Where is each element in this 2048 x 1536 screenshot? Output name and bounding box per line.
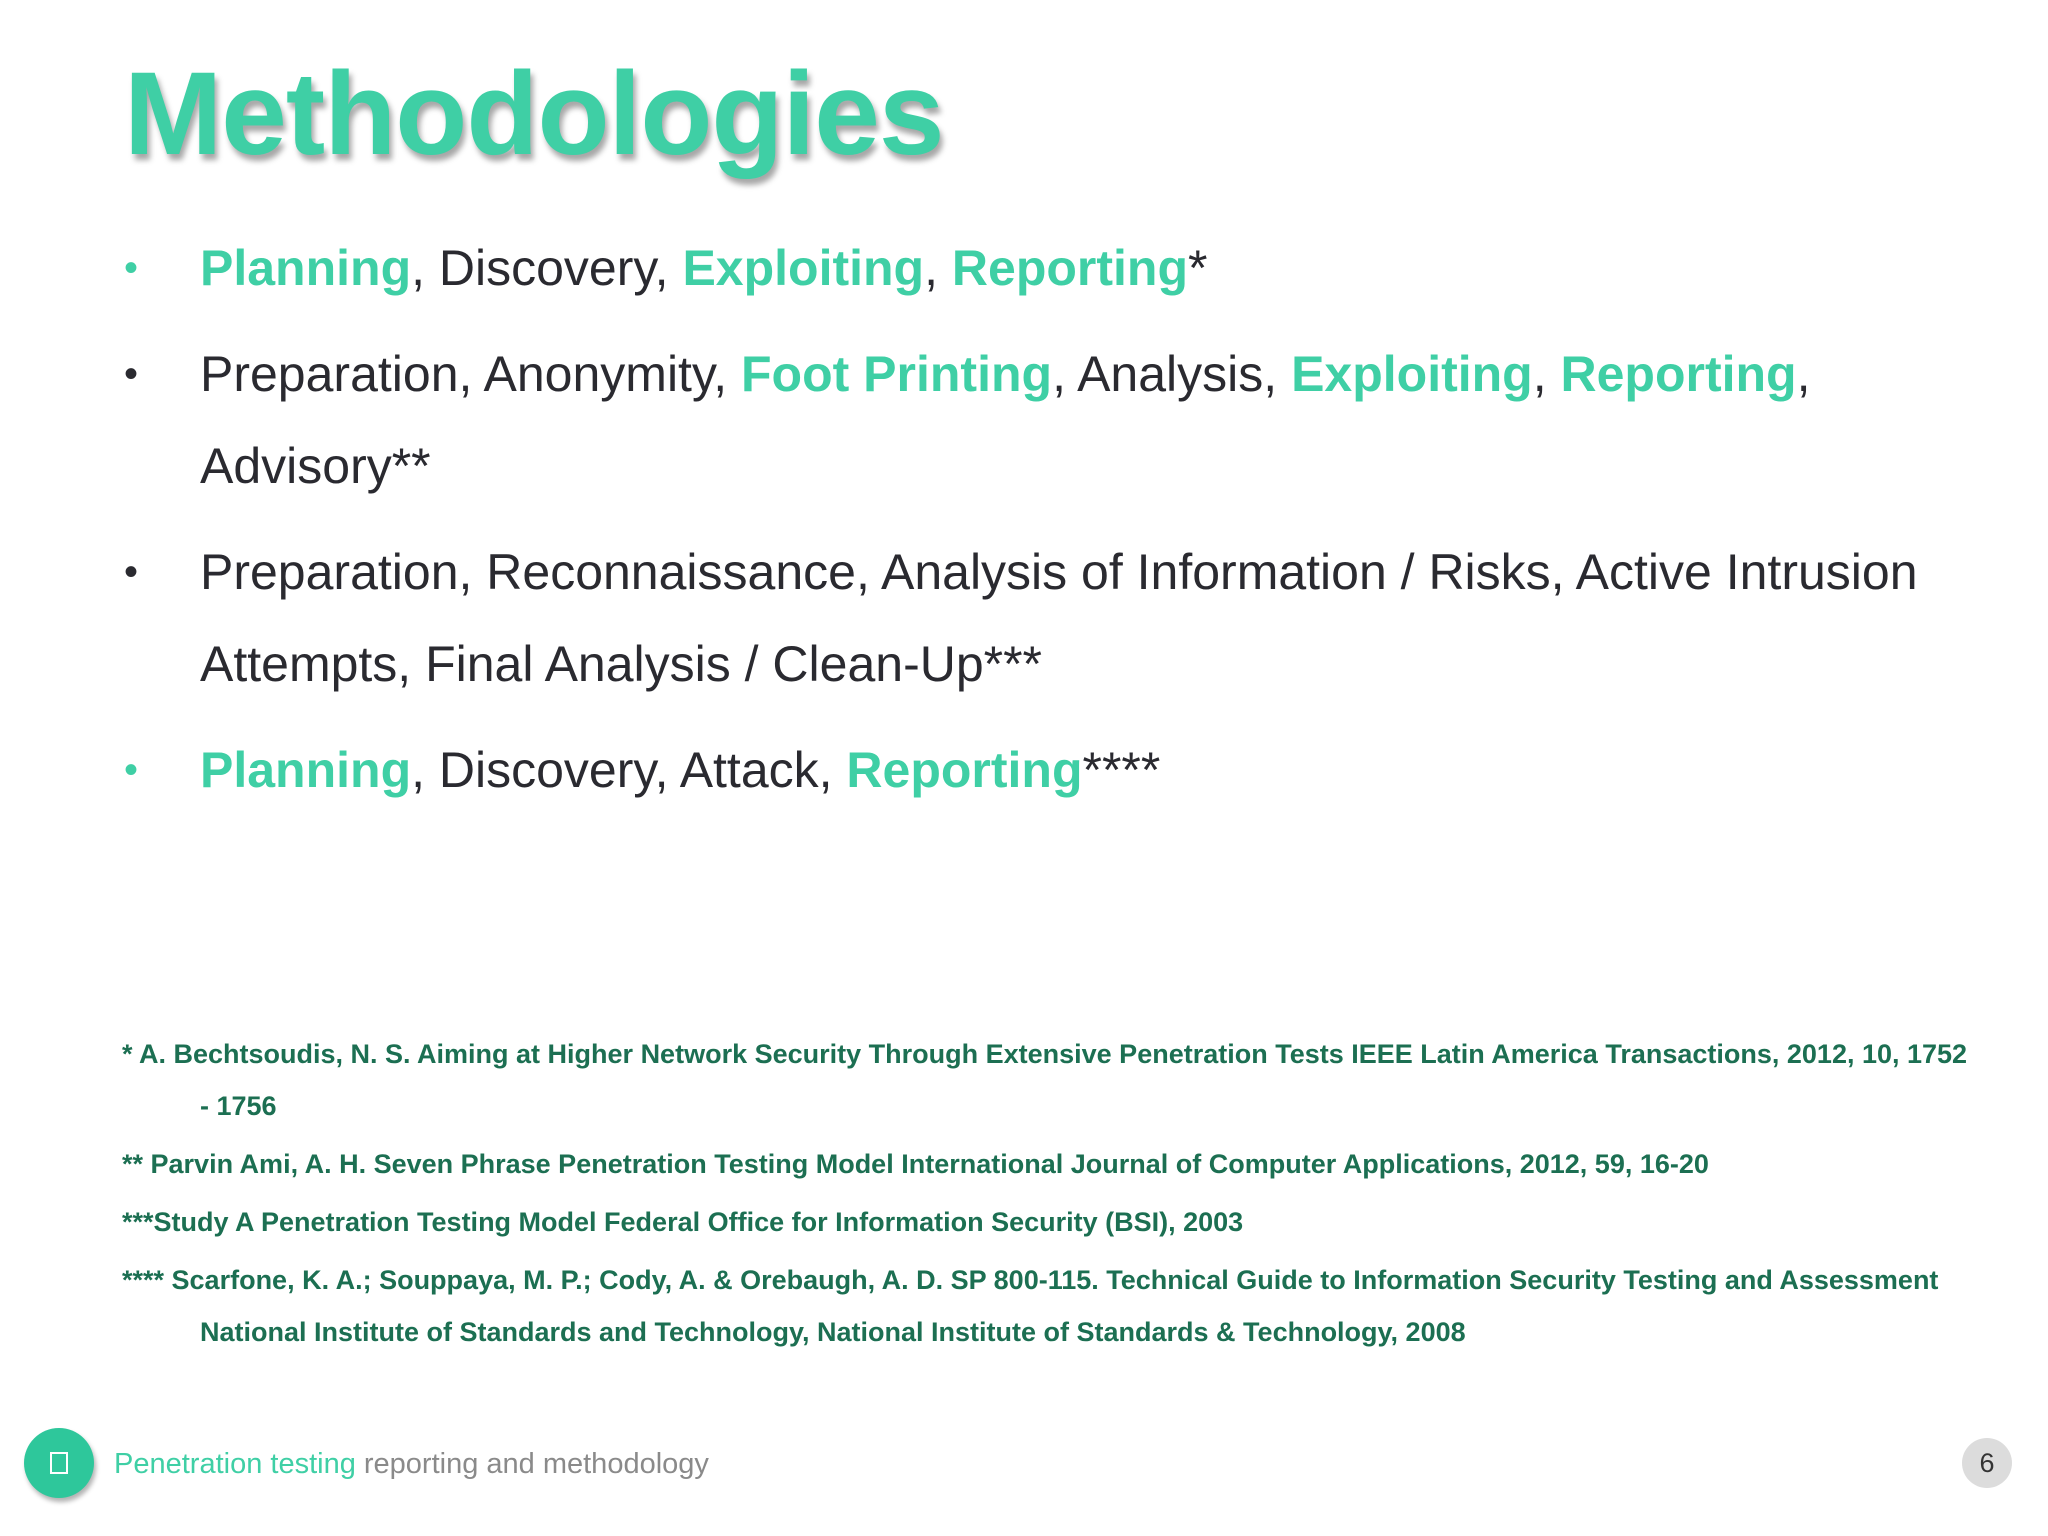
bullet-dot: • (124, 550, 139, 594)
bullet-text: , Advisory** (200, 346, 1811, 494)
highlighted-term: Exploiting (1291, 346, 1533, 402)
bullet-text: , Discovery, Attack, (411, 742, 847, 798)
footer-title-accent: Penetration testing (114, 1448, 356, 1480)
bullet-item (124, 328, 1984, 512)
highlighted-term: Planning (200, 742, 412, 798)
bullet-text: Preparation, Anonymity, (200, 346, 742, 402)
page-number: 6 (1962, 1438, 2012, 1488)
bullet-text: , Analysis, (1052, 346, 1292, 402)
bullet-text: Preparation, Reconnaissance, Analysis of Information / Risks, Active Intrusion Attempts, Final Analysis / Clean-Up*** (200, 544, 1918, 692)
reference-list (122, 1028, 1982, 1364)
bullet-text: , (1532, 346, 1561, 402)
reference-item: **** Scarfone, K. A.; Souppaya, M. P.; Cody, A. & Orebaugh, A. D. SP 800-115. Technical Guide to Information Security Testing and Assessment National Institute of Standards and Technology, National Institute of Standards & Technology, 2008 (122, 1265, 1939, 1347)
reference-item: ** Parvin Ami, A. H. Seven Phrase Penetration Testing Model International Journal of Computer Applications, 2012, 59, 16-20 (122, 1149, 1709, 1179)
footer-title (114, 1448, 709, 1481)
bullet-item (124, 526, 1984, 710)
slide-title: Methodologies (124, 48, 944, 180)
reference-item: ***Study A Penetration Testing Model Federal Office for Information Security (BSI), 2003 (122, 1207, 1244, 1237)
bullet-text: , (924, 240, 952, 296)
bullet-text: * (1188, 240, 1208, 296)
bullet-item (124, 724, 1984, 816)
highlighted-term: Reporting (951, 240, 1188, 296)
bullet-dot: • (124, 748, 139, 792)
bullet-dot: • (124, 352, 139, 396)
bullet-list (124, 222, 1984, 830)
highlighted-term: Planning (200, 240, 412, 296)
bullet-dot: • (124, 246, 139, 290)
bullet-text: , Discovery, (411, 240, 683, 296)
highlighted-term: Exploiting (682, 240, 925, 296)
bullet-text: **** (1082, 742, 1161, 798)
reference-item: * A. Bechtsoudis, N. S. Aiming at Higher Network Security Through Extensive Penetration Tests IEEE Latin America Transactions, 2012, 10, 1752 - 1756 (122, 1039, 1968, 1121)
bullet-item (124, 222, 1984, 314)
highlighted-term: Foot Printing (741, 346, 1053, 402)
footer-title-rest: reporting and methodology (355, 1448, 709, 1480)
footer-logo (24, 1428, 94, 1498)
highlighted-term: Reporting (846, 742, 1083, 798)
document-icon (50, 1452, 68, 1474)
highlighted-term: Reporting (1560, 346, 1797, 402)
